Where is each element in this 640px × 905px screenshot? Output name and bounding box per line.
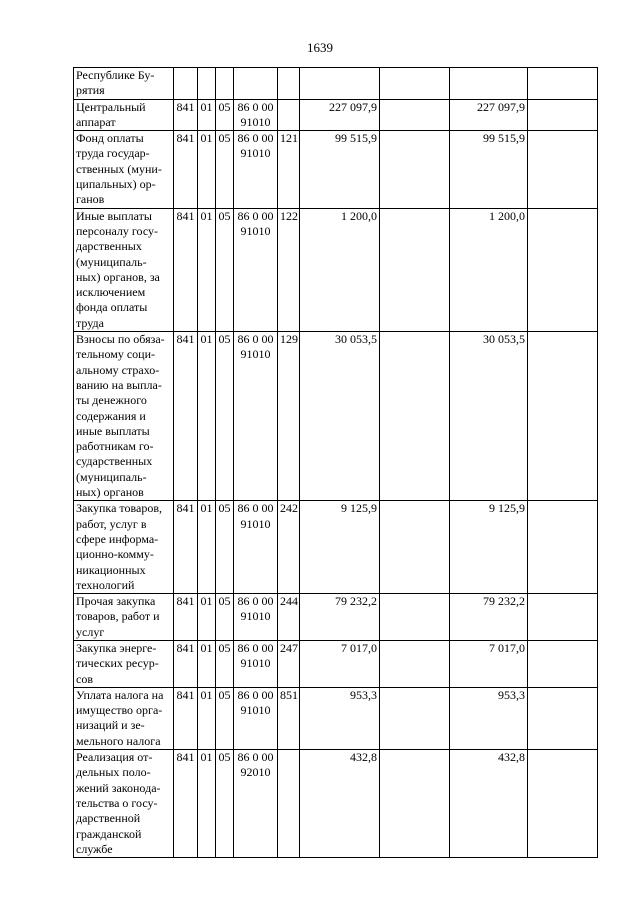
sum-cell: 9 125,9	[300, 501, 380, 594]
sum-cell: 1 200,0	[300, 208, 380, 331]
row-name-cell: Уплата налога на имущество орга- низаций и зе- мельного налога	[74, 687, 174, 749]
section-code-cell: 01	[198, 687, 216, 749]
ministry-code-cell: 841	[174, 687, 198, 749]
ministry-code-cell: 841	[174, 99, 198, 131]
table-row	[74, 640, 598, 687]
table-row	[74, 99, 598, 131]
target-article-cell: 86 0 00 91010	[234, 208, 278, 331]
subsection-code-cell	[216, 68, 234, 100]
sum-cell: 7 017,0	[300, 640, 380, 687]
amount-cell-4	[528, 68, 598, 100]
sum-cell: 30 053,5	[300, 332, 380, 501]
subsection-code-cell: 05	[216, 594, 234, 641]
row-name-cell: Реализация от- дельных поло- жений законода- тельства о госу- дарственной гражданской службе	[74, 750, 174, 858]
amount-cell-4	[528, 687, 598, 749]
subsection-code-cell: 05	[216, 99, 234, 131]
row-name-cell: Взносы по обяза- тельному соци- альному страхо- ванию на выпла- ты денежного содержания и иные выплаты работникам го- сударственных (муниципаль- ных) органов	[74, 332, 174, 501]
table-row	[74, 332, 598, 501]
amount-cell-2	[380, 640, 450, 687]
ministry-code-cell: 841	[174, 594, 198, 641]
subsection-code-cell: 05	[216, 208, 234, 331]
expense-type-cell: 121	[278, 131, 300, 208]
subsection-code-cell: 05	[216, 131, 234, 208]
target-article-cell: 86 0 00 91010	[234, 99, 278, 131]
amount-cell-3: 9 125,9	[450, 501, 528, 594]
sum-cell: 227 097,9	[300, 99, 380, 131]
section-code-cell: 01	[198, 750, 216, 858]
section-code-cell: 01	[198, 501, 216, 594]
sum-cell: 99 515,9	[300, 131, 380, 208]
target-article-cell: 86 0 00 91010	[234, 687, 278, 749]
row-name-cell: Центральный аппарат	[74, 99, 174, 131]
ministry-code-cell: 841	[174, 208, 198, 331]
target-article-cell: 86 0 00 91010	[234, 640, 278, 687]
table-row	[74, 208, 598, 331]
amount-cell-2	[380, 68, 450, 100]
expense-type-cell: 242	[278, 501, 300, 594]
subsection-code-cell: 05	[216, 501, 234, 594]
amount-cell-3: 7 017,0	[450, 640, 528, 687]
sum-cell: 432,8	[300, 750, 380, 858]
amount-cell-3: 227 097,9	[450, 99, 528, 131]
subsection-code-cell: 05	[216, 750, 234, 858]
table-row	[74, 68, 598, 100]
sum-cell: 953,3	[300, 687, 380, 749]
amount-cell-2	[380, 208, 450, 331]
subsection-code-cell: 05	[216, 332, 234, 501]
section-code-cell: 01	[198, 131, 216, 208]
section-code-cell: 01	[198, 640, 216, 687]
amount-cell-4	[528, 99, 598, 131]
expense-type-cell: 244	[278, 594, 300, 641]
target-article-cell: 86 0 00 91010	[234, 501, 278, 594]
ministry-code-cell	[174, 68, 198, 100]
row-name-cell: Закупка товаров, работ, услуг в сфере информа- ционно-комму- никационных технологий	[74, 501, 174, 594]
amount-cell-3: 30 053,5	[450, 332, 528, 501]
row-name-cell: Фонд оплаты труда государ- ственных (муни- ципальных) ор- ганов	[74, 131, 174, 208]
amount-cell-3: 99 515,9	[450, 131, 528, 208]
expense-type-cell: 851	[278, 687, 300, 749]
sum-cell: 79 232,2	[300, 594, 380, 641]
expense-type-cell: 122	[278, 208, 300, 331]
amount-cell-4	[528, 501, 598, 594]
amount-cell-4	[528, 131, 598, 208]
section-code-cell: 01	[198, 208, 216, 331]
section-code-cell: 01	[198, 332, 216, 501]
expense-type-cell	[278, 99, 300, 131]
amount-cell-4	[528, 594, 598, 641]
expense-type-cell: 129	[278, 332, 300, 501]
ministry-code-cell: 841	[174, 332, 198, 501]
sum-cell	[300, 68, 380, 100]
amount-cell-2	[380, 131, 450, 208]
expense-type-cell	[278, 68, 300, 100]
section-code-cell	[198, 68, 216, 100]
amount-cell-4	[528, 750, 598, 858]
amount-cell-4	[528, 332, 598, 501]
table-row	[74, 501, 598, 594]
amount-cell-3: 1 200,0	[450, 208, 528, 331]
amount-cell-2	[380, 687, 450, 749]
table-row	[74, 594, 598, 641]
amount-cell-2	[380, 332, 450, 501]
row-name-cell: Иные выплаты персоналу госу- дарственных (муниципаль- ных) органов, за исключением фонда оплаты труда	[74, 208, 174, 331]
amount-cell-2	[380, 501, 450, 594]
amount-cell-2	[380, 594, 450, 641]
expense-type-cell	[278, 750, 300, 858]
amount-cell-4	[528, 208, 598, 331]
expense-type-cell: 247	[278, 640, 300, 687]
row-name-cell: Прочая закупка товаров, работ и услуг	[74, 594, 174, 641]
amount-cell-2	[380, 750, 450, 858]
amount-cell-4	[528, 640, 598, 687]
page-number: 1639	[307, 40, 333, 55]
table-row	[74, 131, 598, 208]
ministry-code-cell: 841	[174, 501, 198, 594]
subsection-code-cell: 05	[216, 687, 234, 749]
table-row	[74, 750, 598, 858]
budget-table	[73, 67, 598, 858]
subsection-code-cell: 05	[216, 640, 234, 687]
row-name-cell: Республике Бу- рятия	[74, 68, 174, 100]
target-article-cell	[234, 68, 278, 100]
ministry-code-cell: 841	[174, 750, 198, 858]
amount-cell-3: 79 232,2	[450, 594, 528, 641]
target-article-cell: 86 0 00 91010	[234, 131, 278, 208]
amount-cell-3	[450, 68, 528, 100]
target-article-cell: 86 0 00 91010	[234, 332, 278, 501]
target-article-cell: 86 0 00 91010	[234, 594, 278, 641]
amount-cell-2	[380, 99, 450, 131]
target-article-cell: 86 0 00 92010	[234, 750, 278, 858]
section-code-cell: 01	[198, 99, 216, 131]
table-row	[74, 687, 598, 749]
row-name-cell: Закупка энерге- тических ресур- сов	[74, 640, 174, 687]
amount-cell-3: 432,8	[450, 750, 528, 858]
amount-cell-3: 953,3	[450, 687, 528, 749]
ministry-code-cell: 841	[174, 640, 198, 687]
section-code-cell: 01	[198, 594, 216, 641]
ministry-code-cell: 841	[174, 131, 198, 208]
